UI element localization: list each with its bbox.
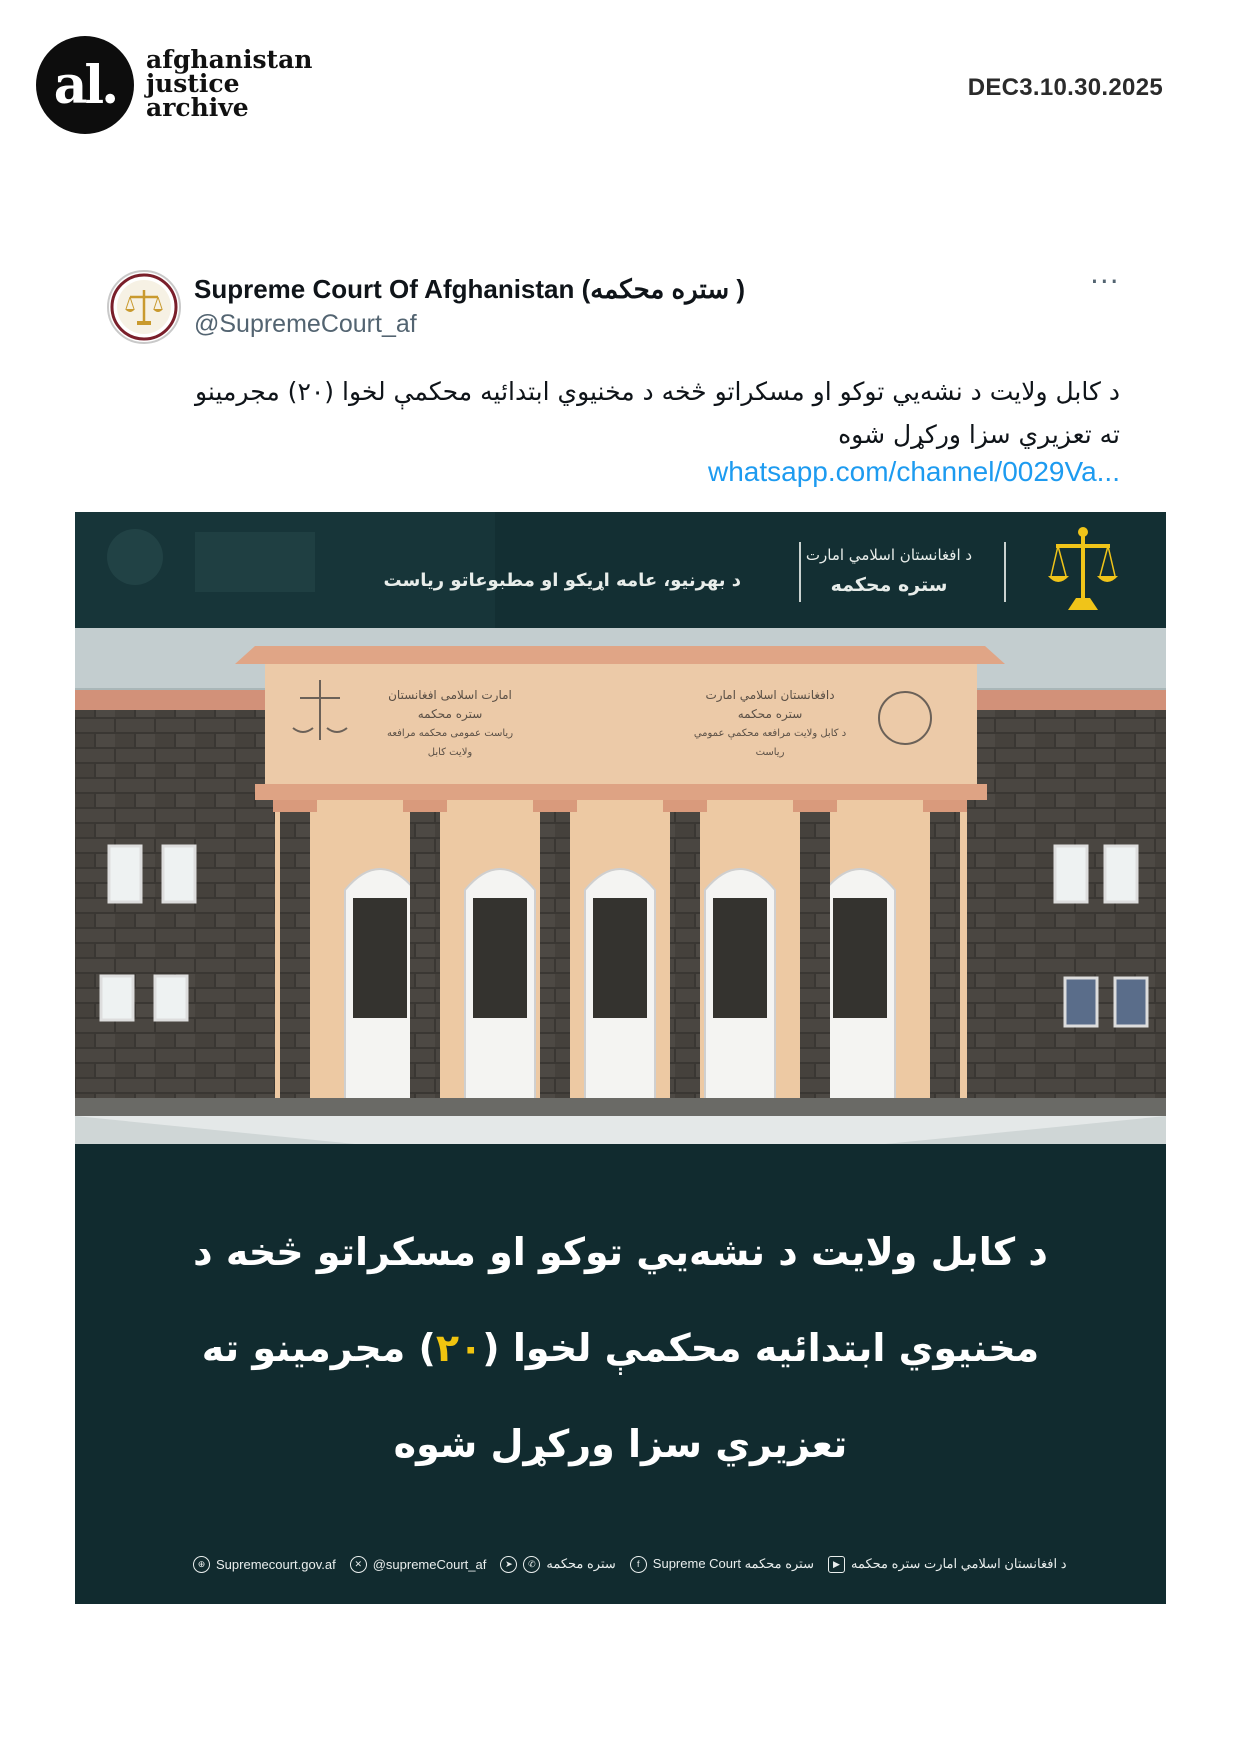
headline-panel <box>75 1144 1166 1604</box>
footer-messaging-label: ستره محکمه <box>546 1556 616 1571</box>
card-banner <box>75 512 1166 628</box>
footer-website[interactable] <box>193 1556 336 1573</box>
footer-facebook[interactable] <box>630 1556 814 1573</box>
media-card[interactable] <box>75 512 1166 1604</box>
user-handle[interactable]: @SupremeCourt_af <box>194 310 417 338</box>
scales-of-justice-icon <box>1048 524 1118 614</box>
logo-line-1: afghanistan <box>146 45 313 74</box>
footer-x-label: @supremeCourt_af <box>372 1556 487 1572</box>
banner-divider <box>1004 542 1006 602</box>
document-id: DEC3.10.30.2025 <box>967 74 1163 101</box>
facebook-icon: f <box>630 1556 647 1573</box>
display-name[interactable]: Supreme Court Of Afghanistan (ستره محکمه ) <box>194 274 746 304</box>
card-headline <box>135 1204 1106 1492</box>
archive-logo-mark: al. <box>36 36 134 134</box>
globe-icon: ⊕ <box>193 1556 210 1573</box>
scales-of-justice-icon <box>109 272 179 342</box>
archive-logo-wordmark <box>146 45 313 122</box>
headline-line-2-start: مخنيوي ابتدائيه محکمې لخوا ( <box>482 1326 1040 1370</box>
headline-line-1: د کابل ولايت د نشه‌يي توکو او مسکراتو څخه د <box>193 1230 1048 1274</box>
sign-left-line-3: ریاست عمومی محکمه مرافعه ولایت کابل <box>386 728 514 758</box>
building-illustration <box>75 628 1166 1118</box>
footer-youtube[interactable] <box>828 1556 1066 1573</box>
headline-line-2-end: ) مجرمينو ته <box>201 1326 436 1370</box>
headline-line-2 <box>135 1300 1106 1396</box>
avatar[interactable] <box>107 270 181 344</box>
telegram-icon: ➤ <box>500 1556 517 1573</box>
footer-website-label: Supremecourt.gov.af <box>216 1556 336 1572</box>
sign-right-line-3: د کابل ولايت مرافعه محکمې عمومي رياست <box>693 728 847 758</box>
court-building-photo <box>75 628 1166 1118</box>
footer-messaging[interactable] <box>500 1556 615 1573</box>
sign-left-line-1: امارت اسلامی افغانستان <box>388 688 512 702</box>
card-separator <box>75 1116 1166 1146</box>
more-options-icon[interactable]: ··· <box>1090 265 1120 298</box>
banner-divider <box>799 542 801 602</box>
headline-count: ۲۰ <box>435 1326 483 1370</box>
tweet-text: د کابل ولایت د نشه‌يي توکو او مسکراتو څخه د مخنيوي ابتدائيه محکمې لخوا (۲۰) مجرمينو ته تعزيري سزا ورکړل شوه <box>195 377 1120 449</box>
footer-x[interactable] <box>350 1556 487 1573</box>
logo-line-2: justice <box>146 69 240 98</box>
tweet-link[interactable]: whatsapp.com/channel/0029Va... <box>708 456 1120 487</box>
youtube-icon: ▶ <box>828 1556 845 1573</box>
sign-right-line-1: دافغانستان اسلامي امارت <box>705 688 835 702</box>
footer-facebook-label: Supreme Court ستره محکمه <box>652 1556 814 1571</box>
footer-youtube-label: د افغانستان اسلامي امارت ستره محکمه <box>851 1556 1067 1571</box>
x-icon: ✕ <box>350 1556 367 1573</box>
building-sign-left <box>375 686 525 762</box>
sign-left-line-2: ستره محکمه <box>417 707 483 721</box>
logo-line-3: archive <box>146 93 249 122</box>
card-footer <box>193 1552 1067 1576</box>
building-sign-right <box>685 686 855 762</box>
headline-line-3: تعزيري سزا ورکړل شوه <box>393 1422 848 1466</box>
banner-court: ستره محکمه <box>830 574 948 596</box>
sign-right-line-2: ستره محکمه <box>737 707 803 721</box>
banner-organization <box>804 540 974 600</box>
banner-department: د بهرنيو، عامه اړيکو او مطبوعاتو رياست <box>383 570 741 591</box>
banner-emirate: د افغانستان اسلامي امارت <box>805 546 973 564</box>
whatsapp-icon: ✆ <box>523 1556 540 1573</box>
